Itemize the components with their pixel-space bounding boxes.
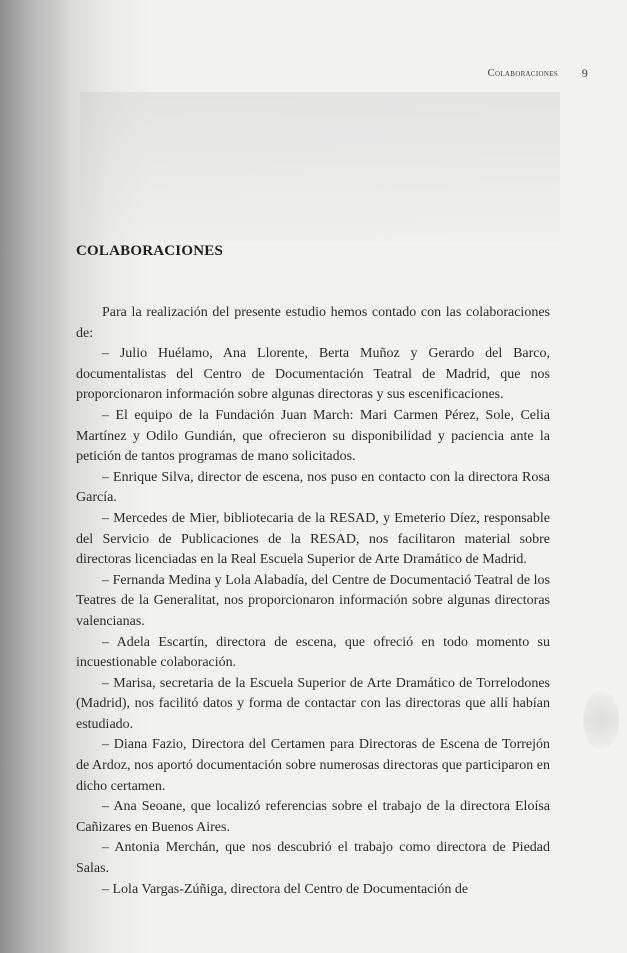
page-number: 9	[581, 66, 588, 80]
paragraph-item: – Adela Escartín, directora de escena, que ofreció en todo momento su incuestionable colaboración.	[76, 634, 550, 671]
paragraph-item: – Marisa, secretaria de la Escuela Superior de Arte Dramático de Torrelodones (Madrid), nos facilitó datos y forma de contactar con las directoras que allí habían estudiado.	[76, 675, 550, 732]
section-heading: COLABORACIONES	[76, 243, 223, 259]
running-head	[430, 66, 600, 82]
paragraph-intro: Para la realización del presente estudio hemos contado con las colaboraciones de:	[76, 305, 550, 341]
paragraph-item: – Fernanda Medina y Lola Alabadía, del Centre de Documentació Teatral de los Teatres de la Generalitat, nos proporcionaron información sobre algunas directoras valencianas.	[76, 572, 550, 629]
paragraph-item: – Enrique Silva, director de escena, nos puso en contacto con la directora Rosa García.	[76, 469, 550, 506]
paper-smudge	[583, 690, 619, 750]
paragraph-item: – Mercedes de Mier, bibliotecaria de la RESAD, y Emeterio Díez, responsable del Servicio de Publicaciones de la RESAD, nos facilitaron material sobre directoras licenciadas en la Real Escuela Superior de Arte Dramático de Madrid.	[76, 510, 550, 568]
paragraph-item: – Diana Fazio, Directora del Certamen para Directoras de Escena de Torrejón de Ardoz, nos aportó documentación sobre numerosas directoras que participaron en dicho certamen.	[76, 737, 550, 794]
paragraph-item: – Antonia Merchán, que nos descubrió el trabajo como directora de Piedad Salas.	[76, 840, 550, 877]
body-text	[76, 303, 550, 900]
running-head-title: Colaboraciones	[487, 68, 558, 79]
paragraph-item: – El equipo de la Fundación Juan March: Mari Carmen Pérez, Sole, Celia Martínez y Odilo Gundián, que ofrecieron su disponibilidad y paciencia ante la petición de tantos programas de mano solicitados.	[76, 407, 550, 465]
paragraph-item: – Julio Huélamo, Ana Llorente, Berta Muñoz y Gerardo del Barco, documentalistas del Centro de Documentación Teatral de Madrid, que nos proporcionaron información sobre algunas directoras y sus escenificaciones.	[76, 346, 550, 403]
paragraph-item: – Ana Seoane, que localizó referencias sobre el trabajo de la directora Eloísa Cañizares en Buenos Aires.	[76, 799, 550, 835]
paragraph-item: – Lola Vargas-Zúñiga, directora del Centro de Documentación de	[102, 881, 469, 897]
show-through-text	[80, 92, 560, 242]
